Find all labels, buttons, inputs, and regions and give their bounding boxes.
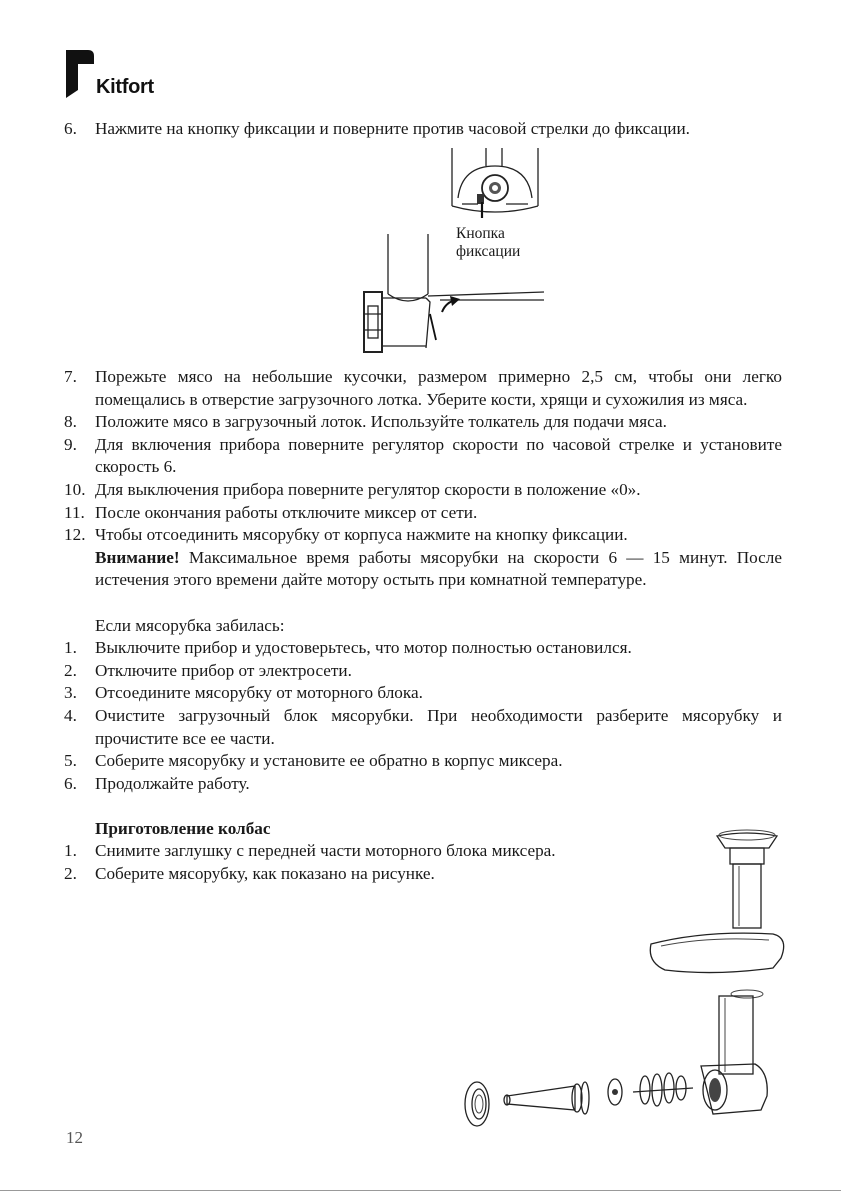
item-number: 2. xyxy=(64,864,77,884)
clog-section-title: Если мясорубка забилась: xyxy=(95,615,285,635)
item-number: 1. xyxy=(64,638,77,658)
list-item xyxy=(64,411,782,434)
list-item xyxy=(64,705,782,750)
item-number: 10. xyxy=(64,479,86,499)
item-number: 12. xyxy=(64,525,86,545)
page-edge xyxy=(0,1190,841,1191)
item-number: 1. xyxy=(64,841,77,861)
page-number: 12 xyxy=(66,1128,83,1147)
item-text: Выключите прибор и удостоверьтесь, что мотор полностью остановился. xyxy=(95,638,632,658)
item-number: 2. xyxy=(64,660,77,680)
item-text: Для выключения прибора поверните регулятор скорости в положение «0». xyxy=(95,479,641,499)
list-item xyxy=(64,479,782,502)
list-item xyxy=(64,660,782,683)
label-line: фиксации xyxy=(456,243,521,260)
warning-text: Максимальное время работы мясорубки на скорости 6 — 15 минут. После истечения этого времени дайте мотору остыть при комнатной температуре. xyxy=(95,547,782,590)
item-number: 3. xyxy=(64,683,77,703)
item-number: 4. xyxy=(64,705,77,725)
list-item xyxy=(64,524,782,547)
list-item xyxy=(64,434,782,479)
list-item xyxy=(64,502,782,525)
item-text: Порежьте мясо на небольшие кусочки, размером примерно 2,5 см, чтобы они легко помещались в отверстие загрузочного лотка. Уберите кости, хрящи и сухожилия из мяса. xyxy=(95,367,782,409)
item-text: Положите мясо в загрузочный лоток. Используйте толкатель для подачи мяса. xyxy=(95,412,667,432)
kitfort-logo-icon xyxy=(66,50,94,98)
item-text: Отсоедините мясорубку от моторного блока. xyxy=(95,683,423,703)
item-text: Очистите загрузочный блок мясорубки. При необходимости разберите мясорубку и прочистите все ее части. xyxy=(95,705,782,748)
item-number: 6. xyxy=(64,119,77,138)
item-text: Для включения прибора поверните регулятор скорости по часовой стрелке и установите скорость 6. xyxy=(95,434,782,477)
item-number: 8. xyxy=(64,412,77,432)
grinder-assembly-figure xyxy=(455,826,785,1132)
item-number: 11. xyxy=(64,502,85,522)
step-6 xyxy=(64,118,782,141)
brand-logo xyxy=(66,50,154,98)
list-item xyxy=(64,773,782,796)
item-text: Отключите прибор от электросети. xyxy=(95,660,352,680)
brand-name: Kitfort xyxy=(96,76,154,98)
instructions-list xyxy=(64,366,782,886)
item-text: Нажмите на кнопку фиксации и поверните против часовой стрелки до фиксации. xyxy=(95,119,690,138)
item-text: После окончания работы отключите миксер от сети. xyxy=(95,502,478,522)
warning-note xyxy=(64,547,782,592)
list-item xyxy=(64,118,782,141)
list-item xyxy=(64,366,782,411)
list-item xyxy=(64,637,782,660)
item-number: 7. xyxy=(64,367,77,386)
item-text: Чтобы отсоединить мясорубку от корпуса нажмите на кнопку фиксации. xyxy=(95,525,628,545)
lock-button-figure xyxy=(440,148,550,218)
warning-label: Внимание! xyxy=(95,547,180,567)
label-line: Кнопка xyxy=(456,225,505,242)
item-text: Соберите мясорубку и установите ее обратно в корпус миксера. xyxy=(95,751,563,771)
item-number: 6. xyxy=(64,773,77,793)
item-text: Снимите заглушку с передней части моторного блока миксера. xyxy=(95,841,556,861)
item-number: 9. xyxy=(64,434,77,454)
item-text: Соберите мясорубку, как показано на рисунке. xyxy=(95,864,435,884)
list-item xyxy=(64,750,782,773)
item-number: 5. xyxy=(64,751,77,771)
section-heading: Приготовление колбас xyxy=(95,818,271,838)
rotate-grinder-figure xyxy=(360,228,550,356)
list-item xyxy=(64,682,782,705)
item-text: Продолжайте работу. xyxy=(95,773,250,793)
